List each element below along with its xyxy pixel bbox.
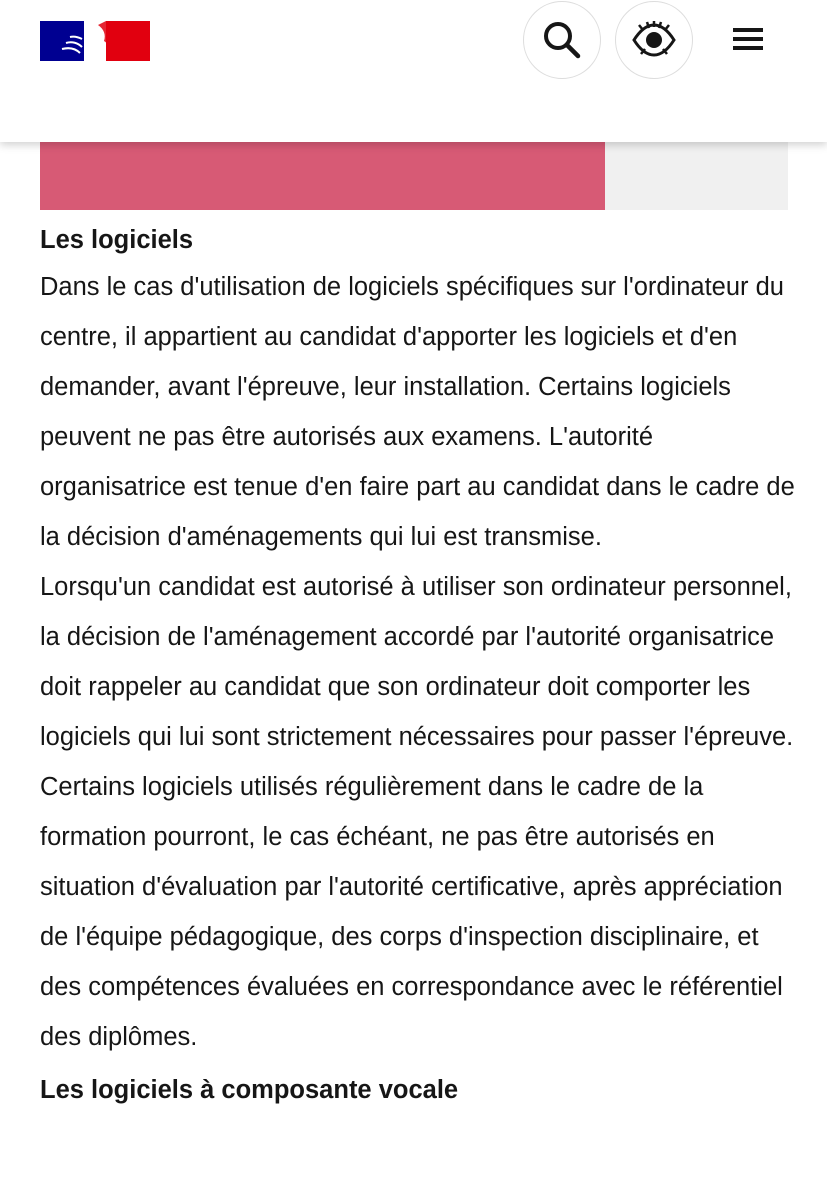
search-button[interactable]: [523, 1, 601, 79]
paragraph: Certains logiciels utilisés régulièrement dans le cadre de la formation pourront, le cas échéant, ne pas être autorisés en situation d'évaluation par l'autorité certificative, après appréciation de l'équipe pédagogique, des corps d'inspection disciplinaire, et des compétences évaluées en correspondance avec le référentiel des diplômes.: [40, 773, 783, 1051]
next-section-title: Les logiciels à composante vocale: [40, 1076, 459, 1104]
search-icon: [542, 20, 582, 60]
progress-bar: [40, 142, 788, 210]
site-header: [0, 0, 827, 142]
republique-francaise-logo[interactable]: [40, 21, 150, 61]
hamburger-menu-icon: [733, 26, 763, 52]
progress-bar-fill: [40, 142, 605, 210]
paragraph: Lorsqu'un candidat est autorisé à utiliser son ordinateur personnel, la décision de l'aménagement accordé par l'autorité organisatrice doit rappeler au candidat que son ordinateur doit comporter les logiciels qui lui sont strictement nécessaires pour passer l'épreuve.: [40, 573, 794, 751]
section-title: Les logiciels: [40, 226, 194, 254]
menu-button[interactable]: [724, 18, 772, 60]
article-content: [40, 218, 800, 1112]
eye-icon: [631, 20, 677, 60]
paragraph: Dans le cas d'utilisation de logiciels spécifiques sur l'ordinateur du centre, il appartient au candidat d'apporter les logiciels et d'en demander, avant l'épreuve, leur installation. Certains logiciels peuvent ne pas être autorisés aux examens. L'autorité organisatrice est tenue d'en faire part au candidat dans le cadre de la décision d'aménagements qui lui est transmise.: [40, 273, 795, 551]
accessibility-display-button[interactable]: [615, 1, 693, 79]
